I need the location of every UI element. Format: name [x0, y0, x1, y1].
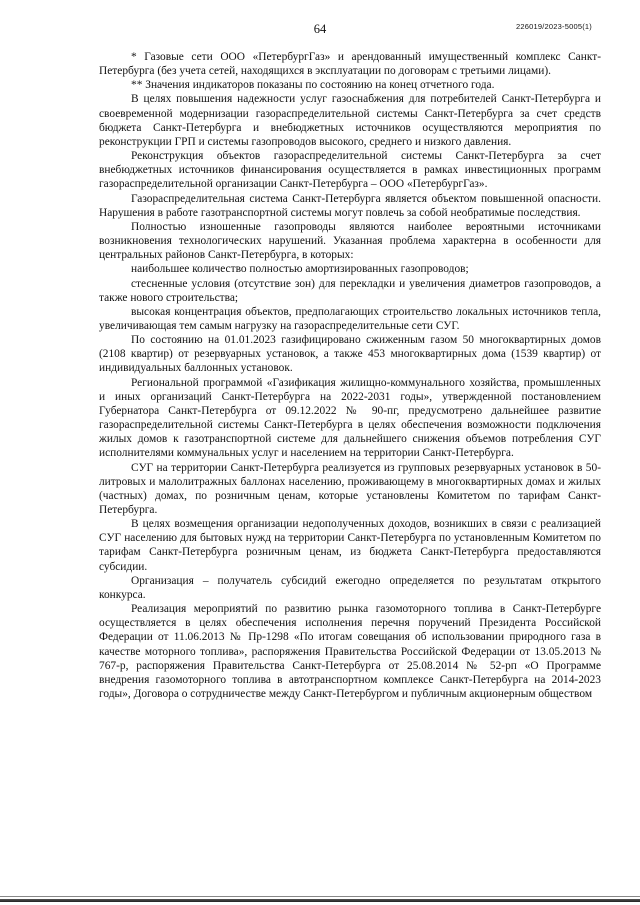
list-item: высокая концентрация объектов, предполагающих строительство локальных источников тепла, увеличивающая тем самым нагрузку на газораспределительные сети СУГ. [99, 305, 601, 332]
paragraph-footnote-1: * Газовые сети ООО «ПетербургГаз» и арендованный имущественный комплекс Санкт-Петербурга (без учета сетей, находящихся в эксплуатации по договорам с третьими лицами). [99, 51, 601, 78]
paragraph: СУГ на территории Санкт-Петербурга реализуется из групповых резервуарных установок в 50-литровых и малолитражных баллонах населению, проживающему в многоквартирных домах и жилых (частных) домах, по розничным ценам, которые установлены Комитетом по тарифам Санкт-Петербурга. [99, 461, 601, 516]
page-number: 64 [313, 22, 327, 36]
document-body [99, 50, 601, 701]
paragraph: Газораспределительная система Санкт-Петербурга является объектом повышенной опасности. Нарушения в работе газотранспортной системы могут повлечь за собой необратимые последствия. [99, 192, 601, 219]
paragraph: Реконструкция объектов газораспределительной системы Санкт-Петербурга за счет внебюджетных источников финансирования осуществляется в рамках инвестиционных программ газораспределительной организации Санкт-Петербурга – ООО «ПетербургГаз». [99, 150, 601, 191]
paragraph-footnote-2: ** Значения индикаторов показаны по состоянию на конец отчетного года. [131, 79, 495, 92]
list-item: стесненные условия (отсутствие зон) для перекладки и увеличения диаметров газопроводов, а также нового строительства; [99, 277, 601, 304]
scan-bottom-edge [0, 899, 640, 902]
paragraph: Реализация мероприятий по развитию рынка газомоторного топлива в Санкт-Петербурге осуществляется в целях обеспечения исполнения перечня поручений Президента Российской Федерации от 11.06.2013 № Пр-1298 «По итогам совещания об использовании природного газа в качестве моторного топлива», распоряжения Правительства Российской Федерации от 13.05.2013 № 767-р, распоряжения Правительства Санкт-Петербурга от 25.08.2014 № 52-рп «О Программе внедрения газомоторного топлива в автотранспортном комплексе Санкт-Петербурга на 2014-2023 годы», Договора о сотрудничестве между Санкт-Петербургом и публичным акционерным обществом [99, 603, 601, 701]
list-item: наибольшее количество полностью амортизированных газопроводов; [131, 263, 469, 276]
paragraph: Полностью изношенные газопроводы являются наиболее вероятными источниками возникновения технологических нарушений. Указанная проблема характерна в особенности для центральных районов Санкт-Петербурга, в которых: [99, 220, 601, 262]
paragraph: Организация – получатель субсидий ежегодно определяется по результатам открытого конкурса. [99, 574, 601, 601]
paragraph: Региональной программой «Газификация жилищно-коммунального хозяйства, промышленных и иных организаций Санкт-Петербурга на 2022-2031 годы», утвержденной постановлением Губернатора Санкт-Петербурга от 09.12.2022 № 90-пг, предусмотрено дальнейшее развитие газораспределительной системы Санкт-Петербурга в целях обеспечения возможности подключения жилых домов к газотранспортной системе для дальнейшего снижения объемов потребления СУГ исполнителями коммунальных услуг и населением на территории Санкт-Петербурга. [99, 376, 601, 460]
paragraph: В целях возмещения организации недополученных доходов, возникших в связи с реализацией СУГ населению для бытовых нужд на территории Санкт-Петербурга по установленным Комитетом по тарифам Санкт-Петербурга розничным ценам, из бюджета Санкт-Петербурга предоставляются субсидии. [99, 518, 601, 573]
scan-edge-line [0, 896, 640, 897]
paragraph: По состоянию на 01.01.2023 газифицировано сжиженным газом 50 многоквартирных домов (2108 квартир) от резервуарных установок, а также 453 многоквартирных дома (1539 квартир) от индивидуальных баллонных установок. [99, 334, 601, 375]
document-code: 226019/2023-5005(1) [516, 22, 592, 31]
paragraph: В целях повышения надежности услуг газоснабжения для потребителей Санкт-Петербурга и своевременной модернизации газораспределительной системы Санкт-Петербурга за счет средств бюджета Санкт-Петербурга и внебюджетных источников осуществляются мероприятия по реконструкции ГРП и системы газопроводов высокого, среднего и низкого давления. [99, 93, 601, 148]
